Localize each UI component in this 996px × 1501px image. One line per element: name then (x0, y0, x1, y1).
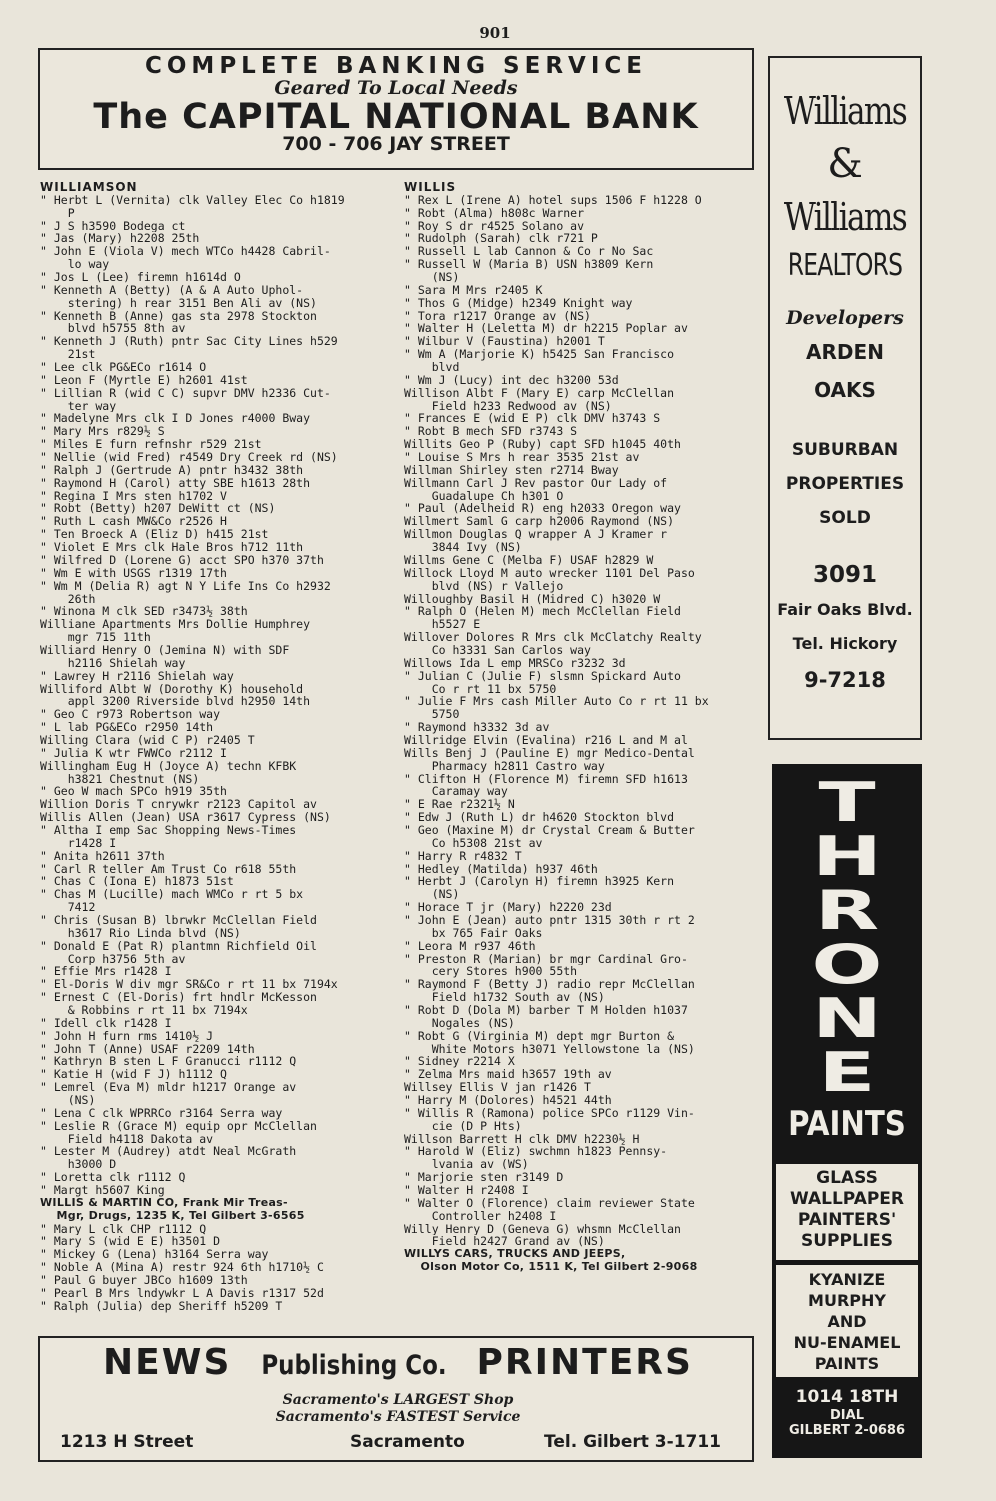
directory-entry: stering) h rear 3151 Ben Ali av (NS) (40, 296, 317, 310)
realtor-street-number: 3091 (812, 562, 877, 588)
directory-entry: Willing Clara (wid C P) r2405 T (40, 733, 255, 747)
printers-label: PRINTERS (476, 1342, 693, 1383)
directory-entry: " Harold W (Eliz) swchmn h1823 Pennsy- (404, 1145, 668, 1159)
directory-column-left (40, 181, 392, 1313)
directory-entry: appl 3200 Riverside blvd h2950 14th (40, 695, 311, 709)
directory-entry: Field h4118 Dakota av (40, 1132, 214, 1146)
news-phone: Tel. Gilbert 3-1711 (544, 1432, 722, 1452)
directory-entry: " Nellie (wid Fred) r4549 Dry Creek rd (NS) (40, 451, 338, 464)
directory-entry: 7412 (40, 901, 96, 914)
directory-entry: Willmann Carl J Rev pastor Our Lady of (404, 476, 668, 490)
directory-entry: h3000 D (40, 1158, 117, 1172)
throne-letter: N (811, 987, 883, 1050)
brand-line: MURPHY (808, 1291, 886, 1310)
directory-entry: " Lillian R (wid C C) supvr DMV h2336 Cut- (40, 386, 331, 400)
supply-line: GLASS (816, 1168, 878, 1188)
directory-entry: Willmert Saml G carp h2006 Raymond (NS) (404, 515, 675, 529)
directory-entry: " Leon F (Myrtle E) h2601 41st (40, 373, 248, 387)
directory-entry: " Wm E with USGS r1319 17th (40, 566, 227, 580)
directory-entry: " Kathryn B sten L F Granucci r1112 Q (40, 1055, 297, 1069)
brand-line: AND (827, 1312, 867, 1331)
directory-entry: " Horace T jr (Mary) h2220 23d (404, 901, 612, 914)
directory-entry: " Lee clk PG&ECo r1614 O (40, 361, 207, 374)
directory-entry: " Marjorie sten r3149 D (404, 1171, 564, 1185)
publishing-label: Publishing Co. (261, 1350, 447, 1381)
directory-entry: " Robt D (Dola M) barber T M Holden h1037 (404, 1004, 688, 1017)
directory-entry: Wills Benj J (Pauline E) mgr Medico-Dental (404, 746, 695, 760)
directory-entry: Field h2427 Grand av (NS) (404, 1235, 605, 1249)
developers-label: Developers (786, 307, 904, 329)
directory-entry: " Sara M Mrs r2405 K (404, 283, 543, 297)
directory-entry: " Anita h2611 37th (40, 849, 165, 863)
directory-entry: " Chas M (Lucille) mach WMCo r rt 5 bx (40, 888, 304, 902)
directory-entry: Co h3331 San Carlos way (404, 643, 591, 657)
directory-entry: cery Stores h900 55th (404, 965, 578, 979)
directory-entry: " Mickey G (Lena) h3164 Serra way (40, 1248, 269, 1262)
directory-entry: Willingham Eug H (Joyce A) techn KFBK (40, 759, 297, 773)
sold-label: SOLD (819, 508, 871, 528)
realtor-name-2: Williams (783, 195, 907, 239)
directory-entry: WILLIS & MARTIN CO, Frank Mir Treas- (40, 1196, 288, 1209)
directory-entry: " Altha I emp Sac Shopping News-Times (40, 823, 297, 837)
directory-entry: Co r rt 11 bx 5750 (404, 682, 557, 696)
directory-entry: " Frances E (wid E P) clk DMV h3743 S (404, 412, 661, 426)
directory-entry: " Julia K wtr FWWCo r2112 I (40, 746, 227, 760)
directory-entry: " Ralph J (Gertrude A) pntr h3432 38th (40, 463, 304, 477)
throne-paints-ad (772, 764, 922, 1458)
directory-entry: " Geo W mach SPCo h919 35th (40, 785, 227, 799)
realtor-tel-label: Tel. Hickory (792, 634, 898, 653)
directory-entry: " Donald E (Pat R) plantmn Richfield Oil (40, 939, 317, 953)
directory-entry: " Walter H (Leletta M) dr h2215 Poplar av (404, 322, 688, 336)
directory-entry: " Chas C (Iona E) h1873 51st (40, 875, 234, 889)
brand-line: NU-ENAMEL (793, 1333, 901, 1352)
directory-entry: " John E (Jean) auto pntr 1315 30th r rt 2 (404, 913, 695, 927)
bank-ad-address: 700 - 706 JAY STREET (282, 133, 510, 155)
directory-entry: lvania av (WS) (404, 1158, 529, 1172)
directory-entry: 26th (40, 592, 96, 606)
directory-entry: Willsey Ellis V jan r1426 T (404, 1081, 591, 1095)
directory-entry: h2116 Shielah way (40, 656, 186, 670)
directory-entry: bx 765 Fair Oaks (404, 926, 543, 940)
directory-entry: " Thos G (Midge) h2349 Knight way (404, 296, 633, 310)
directory-entry: P (40, 206, 75, 220)
directory-entry: " Idell clk r1428 I (40, 1016, 172, 1030)
directory-entry: Williford Albt W (Dorothy K) household (40, 682, 304, 696)
directory-entry: " Chris (Susan B) lbrwkr McClellan Field (40, 913, 317, 927)
directory-entry: " Mary S (wid E E) h3501 D (40, 1235, 221, 1249)
directory-entry: r1428 I (40, 836, 117, 850)
news-tagline-largest: Sacramento's LARGEST Shop (282, 1392, 514, 1408)
directory-entry: " Geo C r973 Robertson way (40, 708, 221, 722)
suburban-label: SUBURBAN (791, 440, 899, 460)
surname-heading: WILLIAMSON (40, 181, 138, 194)
directory-entry: " Winona M clk SED r3473½ 38th (40, 605, 248, 619)
directory-entry: " Geo (Maxine M) dr Crystal Cream & Butter (404, 823, 695, 837)
brand-line: PAINTS (814, 1354, 880, 1373)
directory-entry: h5527 E (404, 618, 481, 632)
directory-entry: " Leora M r937 46th (404, 939, 536, 953)
williams-realtors-ad (768, 56, 922, 740)
directory-entry: Willits Geo P (Ruby) capt SFD h1045 40th (404, 438, 681, 452)
directory-entry: Corp h3756 5th av (40, 952, 186, 966)
directory-entry: blvd (NS) r Vallejo (404, 579, 564, 593)
directory-entry: " Pearl B Mrs lndywkr L A Davis r1317 52d (40, 1286, 324, 1300)
directory-column-middle (404, 181, 758, 1274)
directory-entry: " Julie F Mrs cash Miller Auto Co r rt 11 bx (404, 695, 709, 709)
directory-entry: " Harry R r4832 T (404, 849, 522, 863)
directory-entry: 5750 (404, 708, 460, 722)
directory-entry: " Roy S dr r4525 Solano av (404, 219, 585, 233)
directory-entry: " Lemrel (Eva M) mldr h1217 Orange av (40, 1081, 297, 1095)
directory-entry: 3844 Ivy (NS) (404, 541, 522, 554)
page-number: 901 (479, 24, 511, 42)
directory-entry: " Raymond h3332 3d av (404, 721, 550, 734)
directory-entry: " Mary Mrs r829½ S (40, 425, 165, 439)
directory-entry: " Julian C (Julie F) slsmn Spickard Auto (404, 669, 681, 683)
directory-entry: Willison Albt F (Mary E) carp McClellan (404, 386, 675, 400)
directory-entry: Willmon Douglas Q wrapper A J Kramer r (404, 528, 668, 542)
directory-entry: " Herbt L (Vernita) clk Valley Elec Co h1819 (40, 193, 345, 207)
directory-entry: " Robt (Alma) h808c Warner (404, 206, 585, 220)
directory-entry: WILLYS CARS, TRUCKS AND JEEPS, (404, 1248, 626, 1261)
directory-entry: " Regina I Mrs sten h1702 V (40, 489, 227, 503)
directory-entry: cie (D P Hts) (404, 1119, 522, 1133)
directory-entry: " Violet E Mrs clk Hale Bros h712 11th (40, 541, 304, 554)
directory-entry: Field h233 Redwood av (NS) (404, 399, 612, 413)
directory-entry: " Harry M (Dolores) h4521 44th (404, 1094, 612, 1107)
realtor-phone: 9-7218 (804, 668, 886, 692)
directory-entry: " Raymond F (Betty J) radio repr McClellan (404, 978, 695, 992)
throne-letter: H (811, 825, 883, 888)
directory-entry: " Paul G buyer JBCo h1609 13th (40, 1274, 248, 1287)
directory-entry: " Miles E furn refnshr r529 21st (40, 438, 262, 452)
directory-entry: " Sidney r2214 X (404, 1055, 515, 1069)
directory-entry: Controller h2408 I (404, 1209, 557, 1223)
directory-entry: Nogales (NS) (404, 1016, 515, 1030)
directory-entry: " Robt (Betty) h207 DeWitt ct (NS) (40, 502, 276, 516)
directory-entry: " Louise S Mrs h rear 3535 21st av (404, 451, 640, 464)
directory-entry: Willis Allen (Jean) USA r3617 Cypress (NS) (40, 811, 331, 824)
bank-ad-name: The CAPITAL NATIONAL BANK (93, 97, 699, 137)
realtor-ampersand: & (827, 141, 863, 187)
surname-heading: WILLIS (404, 181, 457, 194)
directory-entry: " Willis R (Ramona) police SPCo r1129 Vin- (404, 1106, 695, 1120)
directory-entry: " Effie Mrs r1428 I (40, 965, 172, 979)
directory-entry: ter way (40, 399, 117, 413)
bank-ad-headline: COMPLETE BANKING SERVICE (145, 53, 647, 79)
directory-entry: " Mary L clk CHP r1112 Q (40, 1222, 207, 1236)
directory-entry: (NS) (404, 271, 460, 284)
throne-supplies-box (776, 1164, 918, 1260)
directory-entry: & Robbins r rt 11 bx 7194x (40, 1004, 248, 1017)
bank-ad-tagline: Geared To Local Needs (274, 77, 518, 99)
directory-entry: " Tora r1217 Orange av (NS) (404, 309, 591, 323)
directory-entry: Caramay way (404, 785, 508, 799)
directory-entry: Willridge Elvin (Evalina) r216 L and M al (404, 733, 688, 747)
directory-entry: Willman Shirley sten r2714 Bway (404, 463, 619, 477)
directory-entry: " Rudolph (Sarah) clk r721 P (404, 232, 598, 246)
directory-entry: " Wilbur V (Faustina) h2001 T (404, 335, 605, 349)
directory-entry: Co h5308 21st av (404, 836, 543, 850)
directory-entry: " Ruth L cash MW&Co r2526 H (40, 515, 227, 529)
realtor-street: Fair Oaks Blvd. (777, 600, 913, 619)
directory-entry: Willms Gene C (Melba F) USAF h2829 W (404, 553, 654, 567)
supply-line: WALLPAPER (789, 1189, 905, 1209)
directory-entry: " Hedley (Matilda) h937 46th (404, 862, 598, 876)
directory-entry: " Edw J (Ruth L) dr h4620 Stockton blvd (404, 811, 675, 824)
directory-entry: Willock Lloyd M auto wrecker 1101 Del Paso (404, 566, 695, 580)
directory-entry: " John H furn rms 1410½ J (40, 1029, 214, 1043)
directory-entry: Willows Ida L emp MRSCo r3232 3d (404, 656, 626, 670)
directory-entry: " Lester M (Audrey) atdt Neal McGrath (40, 1145, 297, 1159)
throne-letter: R (814, 879, 880, 942)
directory-entry: " Ten Broeck A (Eliz D) h415 21st (40, 528, 269, 542)
directory-entry: " J S h3590 Bodega ct (40, 219, 186, 233)
directory-entry: Guadalupe Ch h301 O (404, 489, 564, 503)
directory-entry: " Clifton H (Florence M) firemn SFD h1613 (404, 772, 688, 786)
directory-entry: Willoughby Basil H (Midred C) h3020 W (404, 592, 661, 606)
directory-entry: h3821 Chestnut (NS) (40, 772, 200, 786)
realtor-name-1: Williams (783, 89, 907, 133)
properties-label: PROPERTIES (785, 474, 905, 494)
oaks-label: OAKS (814, 378, 876, 402)
directory-entry: " E Rae r2321½ N (404, 798, 515, 812)
throne-paints-label: PAINTS (788, 1104, 906, 1144)
news-tagline-fastest: Sacramento's FASTEST Service (275, 1409, 521, 1425)
news-label: NEWS (103, 1342, 232, 1383)
supply-line: PAINTERS' (797, 1210, 897, 1230)
directory-entry: " Robt G (Virginia M) dept mgr Burton & (404, 1029, 675, 1043)
directory-entry: lo way (40, 258, 110, 272)
realtors-label: REALTORS (787, 248, 903, 283)
directory-entry: White Motors h3071 Yellowstone la (NS) (404, 1042, 695, 1056)
directory-entry: " Paul (Adelheid R) eng h2033 Oregon way (404, 502, 681, 516)
directory-entry: " Jas (Mary) h2208 25th (40, 232, 200, 246)
supply-line: SUPPLIES (801, 1231, 893, 1251)
directory-entry: " Ralph (Julia) dep Sheriff h5209 T (40, 1299, 283, 1313)
throne-brands-box (776, 1265, 918, 1377)
news-publishing-headline (40, 1342, 756, 1383)
capital-national-bank-ad (38, 48, 754, 170)
directory-entry: " Robt B mech SFD r3743 S (404, 425, 578, 439)
news-publishing-ad (38, 1336, 754, 1462)
directory-entry: Field h1732 South av (NS) (404, 991, 605, 1004)
brand-line: KYANIZE (808, 1270, 886, 1289)
news-city: Sacramento (350, 1432, 465, 1452)
directory-entry: " Jos L (Lee) firemn h1614d O (40, 271, 241, 284)
directory-entry: Willson Barrett H clk DMV h2230½ H (404, 1132, 640, 1146)
directory-entry: " Kenneth A (Betty) (A & A Auto Uphol- (40, 283, 304, 297)
directory-entry: Willy Henry D (Geneva G) whsmn McClellan (404, 1222, 681, 1236)
directory-entry: " Ernest C (El-Doris) frt hndlr McKesson (40, 991, 317, 1004)
directory-entry: " John E (Viola V) mech WTCo h4428 Cabril- (40, 245, 331, 259)
directory-entry: " Walter O (Florence) claim reviewer State (404, 1196, 695, 1210)
directory-entry: " Raymond H (Carol) atty SBE h1613 28th (40, 476, 311, 490)
directory-entry: " Zelma Mrs maid h3657 19th av (404, 1068, 612, 1082)
throne-letter: E (818, 1041, 876, 1104)
directory-entry: " Lena C clk WPRRCo r3164 Serra way (40, 1106, 283, 1120)
directory-entry: 21st (40, 348, 96, 362)
directory-entry: " Loretta clk r1112 Q (40, 1171, 186, 1185)
directory-entry: " Rex L (Irene A) hotel sups 1506 F h1228 O (404, 193, 702, 207)
directory-entry: mgr 715 11th (40, 631, 151, 644)
directory-entry: Pharmacy h2811 Castro way (404, 759, 605, 773)
directory-entry: " Madelyne Mrs clk I D Jones r4000 Bway (40, 412, 311, 426)
directory-entry: Willover Dolores R Mrs clk McClatchy Realty (404, 631, 702, 644)
directory-entry: " Russell L lab Cannon & Co r No Sac (404, 245, 654, 259)
directory-entry: (NS) (404, 888, 460, 902)
directory-entry: " Ralph O (Helen M) mech McClellan Field (404, 605, 681, 619)
directory-entry: Williane Apartments Mrs Dollie Humphrey (40, 618, 311, 632)
directory-entry: blvd h5755 8th av (40, 322, 186, 336)
directory-entry: " John T (Anne) USAF r2209 14th (40, 1042, 255, 1056)
throne-letter: T (818, 771, 876, 834)
throne-contact (772, 1386, 922, 1438)
directory-entry: Mgr, Drugs, 1235 K, Tel Gilbert 3-6565 (40, 1209, 305, 1222)
directory-entry: " Kenneth B (Anne) gas sta 2978 Stockton (40, 309, 317, 323)
throne-dial: DIAL (830, 1408, 864, 1423)
directory-entry: (NS) (40, 1094, 96, 1107)
directory-entry: Willion Doris T cnrywkr r2123 Capitol av (40, 798, 317, 812)
directory-entry: " Wm M (Delia R) agt N Y Life Ins Co h2932 (40, 579, 331, 593)
directory-entry: " Margt h5607 King (40, 1184, 165, 1197)
directory-entry: " Preston R (Marian) br mgr Cardinal Gro- (404, 952, 688, 966)
directory-entry: " Leslie R (Grace M) equip opr McClellan (40, 1119, 317, 1133)
directory-entry: " Wm J (Lucy) int dec h3200 53d (404, 373, 619, 387)
directory-entry: " Kenneth J (Ruth) pntr Sac City Lines h529 (40, 335, 338, 349)
arden-label: ARDEN (806, 340, 884, 364)
directory-entry: " Wm A (Marjorie K) h5425 San Francisco (404, 348, 675, 362)
throne-phone: GILBERT 2-0686 (788, 1423, 906, 1438)
throne-logo (772, 771, 922, 1104)
news-street: 1213 H Street (60, 1432, 194, 1452)
directory-entry: h3617 Rio Linda blvd (NS) (40, 926, 241, 940)
directory-entry: Williard Henry O (Jemina N) with SDF (40, 643, 290, 657)
directory-entry: " L lab PG&ECo r2950 14th (40, 721, 214, 734)
directory-entry: " Katie H (wid F J) h1112 Q (40, 1068, 227, 1082)
directory-entry: " Walter H r2408 I (404, 1184, 529, 1197)
directory-entry: " Herbt J (Carolyn H) firemn h3925 Kern (404, 875, 675, 889)
throne-letter: O (811, 933, 883, 996)
directory-entry: Olson Motor Co, 1511 K, Tel Gilbert 2-9068 (404, 1261, 698, 1274)
directory-entry: " Wilfred D (Lorene G) acct SPO h370 37th (40, 553, 324, 567)
directory-entry: blvd (404, 361, 460, 374)
directory-entry: " El-Doris W div mgr SR&Co r rt 11 bx 7194x (40, 978, 338, 992)
throne-address: 1014 18TH (795, 1387, 899, 1407)
directory-entry: " Russell W (Maria B) USN h3809 Kern (404, 258, 654, 272)
directory-entry: " Noble A (Mina A) restr 924 6th h1710½ C (40, 1261, 324, 1275)
directory-entry: " Lawrey H r2116 Shielah way (40, 669, 234, 683)
directory-entry: " Carl R teller Am Trust Co r618 55th (40, 862, 297, 876)
